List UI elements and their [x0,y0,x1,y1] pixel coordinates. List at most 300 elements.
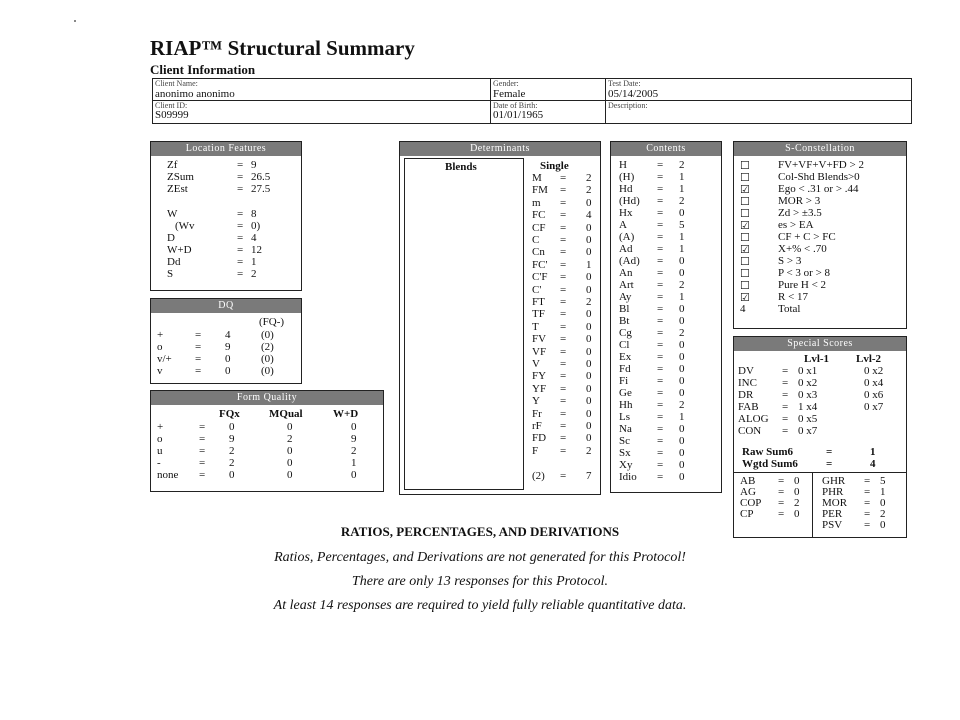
det-r13-c2: 0 [586,333,592,346]
det-r10-c2: 2 [586,296,592,308]
location-r7-c1: = [237,256,244,268]
sc-r12-c1: Total [778,303,801,315]
sc-r12-c0: 4 [740,303,746,315]
client-id-label: Client ID: [155,101,188,110]
ssr-r2-c0: MOR [822,497,848,509]
con-r10-c2: 2 [679,279,685,291]
det-r10-c0: FT [532,296,545,308]
con-r18-c2: 0 [679,375,685,387]
location-r5-c0: D [167,232,175,244]
dq-r2-c0: v/+ [157,353,172,365]
con-r13-c1: = [657,315,664,327]
dq-box [150,298,302,384]
ssr-r4-c1: = [864,519,871,531]
det-r22-c2: 2 [586,444,592,457]
det-r15-c1: = [560,358,567,370]
fq-col-wd: W+D [333,408,359,420]
det-r3-c1: = [560,209,567,222]
client-info-grid [152,78,912,124]
con-r0-c0: H [619,159,627,171]
sc-r0-c0: ☐ [740,160,750,172]
det-r4-c1: = [560,221,567,234]
fq-r1-c3: 2 [287,433,293,445]
ssr-r0-c0: GHR [822,475,846,487]
raw-sum6-eq: = [826,446,833,458]
con-r11-c0: Ay [619,291,632,303]
con-r5-c1: = [657,219,664,231]
sc-r7-c1: X+% < .70 [778,243,827,255]
special-scores-box [733,336,907,538]
sc-r5-c1: es > EA [778,219,814,231]
location-r6-c1: = [237,244,244,256]
fq-r3-c1: = [199,457,206,469]
con-r6-c0: (A) [619,231,635,243]
location-features-header: Location Features [151,142,301,156]
location-r7-c2: 1 [251,256,257,268]
section-subtitle: Client Information [150,62,256,77]
location-r8-c2: 2 [251,268,257,280]
location-r4-c1: = [237,220,244,232]
con-r13-c0: Bt [619,315,630,327]
sc-r9-c0: ☐ [740,268,750,280]
fq-r3-c4: 1 [351,457,357,469]
con-r19-c0: Ge [619,387,632,399]
con-r19-c2: 0 [679,387,685,399]
con-r9-c1: = [657,267,664,279]
con-r4-c1: = [657,207,664,219]
location-r6-c2: 12 [251,244,262,256]
s-constellation-header: S-Constellation [734,142,906,156]
ss-r3-c0: FAB [738,401,759,413]
con-r22-c2: 0 [679,423,685,435]
det-r19-c1: = [560,407,567,420]
con-r20-c1: = [657,399,664,411]
det-r17-c2: 0 [586,382,592,395]
dq-r2-c2: 0 [225,353,231,365]
dq-r3-c0: v [157,365,163,377]
ssl-r0-c0: AB [740,475,756,487]
con-r26-c0: Idio [619,471,637,483]
con-r20-c2: 2 [679,399,685,411]
det-r6-c0: Cn [532,246,545,259]
form-quality-box [150,390,384,492]
con-r18-c0: Fi [619,375,629,387]
ssr-r3-c2: 2 [880,508,886,520]
con-r24-c0: Sx [619,447,631,459]
ss-r3-c2: 1 x4 [798,401,818,413]
det-r16-c0: FY [532,370,547,383]
ss-r4-c2: 0 x5 [798,413,818,425]
ssr-r2-c2: 0 [880,497,886,509]
det-r4-c0: CF [532,221,546,234]
det-r24-c0: (2) [532,469,545,482]
ss-r0-c0: DV [738,365,754,377]
dq-r0-c3: (0) [261,329,274,341]
description-label: Description: [608,101,648,110]
dq-r1-c3: (2) [261,341,274,353]
gender-dob-cell [491,79,606,123]
footer-line-3: At least 14 responses are required to yield fully reliable quantitative data. [273,598,687,613]
con-r3-c2: 2 [679,195,685,207]
con-r1-c1: = [657,171,664,183]
det-r12-c0: T [532,320,539,333]
ss-r0-c3: 0 x2 [864,365,884,377]
page-title: RIAP™ Structural Summary [150,36,415,60]
sc-r6-c1: CF + C > FC [778,231,836,243]
ssr-r0-c1: = [864,475,871,487]
sc-r10-c1: Pure H < 2 [778,279,827,291]
sc-r1-c0: ☐ [740,172,750,184]
det-r9-c1: = [560,283,567,296]
location-r0-c0: Zf [167,159,178,171]
ss-r5-c0: CON [738,425,762,437]
con-r12-c1: = [657,303,664,315]
dq-r0-c0: + [157,329,164,341]
determinants-header: Determinants [400,142,600,156]
det-r15-c0: V [532,358,540,370]
con-r4-c2: 0 [679,207,685,219]
location-r4-c0: (Wv [175,220,195,232]
ssr-r2-c1: = [864,497,871,509]
con-r4-c0: Hx [619,207,633,219]
con-r15-c1: = [657,339,664,351]
det-r6-c2: 0 [586,246,592,259]
ssl-r2-c1: = [778,497,785,509]
con-r0-c2: 2 [679,159,685,171]
det-r17-c0: YF [532,382,547,395]
det-r24-c1: = [560,469,567,482]
det-r19-c0: Fr [532,407,542,420]
ratios-heading: RATIOS, PERCENTAGES, AND DERIVATIONS [340,524,620,539]
dq-r0-c1: = [195,329,202,341]
fq-r2-c0: u [157,445,163,457]
det-r8-c1: = [560,271,567,284]
ss-r4-c0: ALOG [738,413,769,425]
con-r22-c0: Na [619,423,632,435]
det-r2-c1: = [560,196,567,209]
ss-r5-c1: = [782,425,789,437]
det-r21-c2: 0 [586,432,592,445]
fq-col-fqx: FQx [219,408,240,420]
con-r9-c0: An [619,267,633,279]
det-r12-c2: 0 [586,320,592,333]
ssr-r4-c0: PSV [822,519,843,531]
location-r8-c1: = [237,268,244,280]
con-r12-c2: 0 [679,303,685,315]
ss-r5-c2: 0 x7 [798,425,818,437]
ssr-r0-c2: 5 [880,475,886,487]
det-r1-c2: 2 [586,184,592,197]
sc-r11-c1: R < 17 [778,291,809,303]
dq-r3-c2: 0 [225,365,231,377]
ssr-r3-c1: = [864,508,871,520]
location-r0-c2: 9 [251,159,257,171]
fq-r4-c1: = [199,469,206,481]
ssl-r3-c0: CP [740,508,754,520]
ssr-r4-c2: 0 [880,519,886,531]
det-r5-c0: C [532,234,540,246]
con-r20-c0: Hh [619,399,633,411]
sc-r8-c0: ☐ [740,256,750,268]
blends-column [404,158,524,490]
con-r14-c1: = [657,327,664,339]
sc-r8-c1: S > 3 [778,255,802,267]
blends-header: Blends [445,161,477,173]
fq-r0-c2: 0 [229,421,235,433]
ssr-r3-c0: PER [822,508,843,520]
gender-label: Gender: [493,79,519,88]
det-r9-c0: C' [532,283,542,296]
client-name-id-cell [153,79,491,123]
ss-r2-c1: = [782,389,789,401]
con-r7-c0: Ad [619,243,633,255]
con-r6-c2: 1 [679,231,685,243]
det-r11-c1: = [560,308,567,321]
raw-sum6-label: Raw Sum6 [742,446,794,458]
ss-r1-c2: 0 x2 [798,377,818,389]
con-r8-c2: 0 [679,255,685,267]
location-r2-c1: = [237,183,244,195]
fq-r0-c3: 0 [287,421,293,433]
location-r5-c2: 4 [251,232,257,244]
dq-r3-c1: = [195,365,202,377]
det-r5-c2: 0 [586,234,592,246]
det-r3-c2: 4 [586,209,592,222]
con-r22-c1: = [657,423,664,435]
ssl-r2-c0: COP [740,497,762,509]
sc-r7-c0: ☑ [740,244,750,256]
sc-r5-c0: ☑ [740,220,750,232]
det-r16-c2: 0 [586,370,592,383]
con-r5-c0: A [619,219,627,231]
det-r7-c0: FC' [532,258,548,271]
contents-box [610,141,722,493]
con-r21-c0: Ls [619,411,630,423]
footer-line-1: Ratios, Percentages, and Derivations are not generated for this Protocol! [274,550,686,565]
lvl1-header: Lvl-1 [804,353,830,365]
ssl-r3-c2: 0 [794,508,800,520]
det-r0-c0: M [532,172,542,184]
location-r3-c2: 8 [251,208,257,220]
determinants-box [399,141,601,495]
fq-r0-c4: 0 [351,421,357,433]
dq-col-header: (FQ-) [259,316,285,328]
con-r8-c1: = [657,255,664,267]
con-r10-c0: Art [619,279,634,291]
client-name-label: Client Name: [155,79,198,88]
con-r7-c2: 1 [679,243,685,255]
con-r11-c1: = [657,291,664,303]
form-quality-header: Form Quality [151,391,383,405]
con-r25-c2: 0 [679,459,685,471]
con-r3-c1: = [657,195,664,207]
con-r2-c1: = [657,183,664,195]
ssl-r2-c2: 2 [794,497,800,509]
ss-r1-c3: 0 x4 [864,377,884,389]
location-r4-c2: 0) [251,220,261,232]
dq-r1-c1: = [195,341,202,353]
single-header: Single [540,160,569,172]
det-r20-c0: rF [532,420,542,432]
ss-r1-c0: INC [738,377,757,389]
dob-label: Date of Birth: [493,101,538,110]
det-r0-c2: 2 [586,172,592,184]
dq-r1-c2: 9 [225,341,231,353]
location-r2-c0: ZEst [167,183,188,195]
det-r1-c1: = [560,184,567,197]
location-r3-c1: = [237,208,244,220]
con-r14-c0: Cg [619,327,632,339]
fq-r3-c3: 0 [287,457,293,469]
location-r1-c0: ZSum [167,171,194,183]
con-r16-c2: 0 [679,351,685,363]
fq-r4-c4: 0 [351,469,357,481]
location-r1-c1: = [237,171,244,183]
con-r21-c2: 1 [679,411,685,423]
con-r1-c0: (H) [619,171,635,183]
sc-r6-c0: ☐ [740,232,750,244]
fq-r1-c0: o [157,433,163,445]
fq-r4-c3: 0 [287,469,293,481]
location-r8-c0: S [167,268,174,280]
con-r23-c1: = [657,435,664,447]
location-r3-c0: W [167,208,178,220]
dq-r3-c3: (0) [261,365,274,377]
ss-r2-c0: DR [738,389,754,401]
sc-r3-c1: MOR > 3 [778,195,821,207]
det-r14-c2: 0 [586,345,592,358]
con-r25-c1: = [657,459,664,471]
sc-r11-c0: ☑ [740,292,750,304]
fq-r1-c1: = [199,433,206,445]
sc-r10-c0: ☐ [740,280,750,292]
con-r19-c1: = [657,387,664,399]
con-r8-c0: (Ad) [619,255,640,267]
det-r7-c2: 1 [586,258,592,271]
sc-r0-c1: FV+VF+V+FD > 2 [778,159,864,171]
det-r21-c0: FD [532,432,547,445]
ss-r0-c1: = [782,365,789,377]
sc-r2-c0: ☑ [740,184,750,196]
con-r16-c0: Ex [619,351,632,363]
wgtd-sum6-label: Wgtd Sum6 [742,458,798,470]
fq-r4-c0: none [157,469,179,481]
fq-r4-c2: 0 [229,469,235,481]
con-r24-c1: = [657,447,664,459]
location-r2-c2: 27.5 [251,183,271,195]
fq-r1-c4: 9 [351,433,357,445]
det-r4-c2: 0 [586,221,592,234]
dob-value: 01/01/1965 [493,109,544,121]
det-r19-c2: 0 [586,407,592,420]
con-r10-c1: = [657,279,664,291]
det-r15-c2: 0 [586,358,592,370]
con-r16-c1: = [657,351,664,363]
con-r6-c1: = [657,231,664,243]
con-r18-c1: = [657,375,664,387]
ss-r3-c3: 0 x7 [864,401,884,413]
fq-r3-c0: - [157,457,161,469]
fq-r0-c0: + [157,421,164,433]
det-r0-c1: = [560,172,567,184]
location-r1-c2: 26.5 [251,171,271,183]
dq-r1-c0: o [157,341,163,353]
con-r15-c2: 0 [679,339,685,351]
location-features-box [150,141,302,291]
fq-r0-c1: = [199,421,206,433]
con-r23-c0: Sc [619,435,630,447]
con-r3-c0: (Hd) [619,195,640,207]
gender-value: Female [493,88,526,100]
det-r20-c2: 0 [586,420,592,432]
con-r14-c2: 2 [679,327,685,339]
sc-r9-c1: P < 3 or > 8 [778,267,831,279]
ss-r2-c2: 0 x3 [798,389,818,401]
con-r5-c2: 5 [679,219,685,231]
ss-r3-c1: = [782,401,789,413]
footer-line-2: There are only 13 responses for this Protocol. [351,574,609,589]
fq-r1-c2: 9 [229,433,235,445]
con-r23-c2: 0 [679,435,685,447]
det-r18-c1: = [560,395,567,408]
det-r11-c0: TF [532,308,545,321]
con-r12-c0: Bl [619,303,630,315]
con-r2-c0: Hd [619,183,633,195]
det-r22-c0: F [532,444,539,457]
dq-r2-c3: (0) [261,353,274,365]
det-r24-c2: 7 [586,469,592,482]
ss-r1-c1: = [782,377,789,389]
det-r18-c0: Y [532,395,540,408]
sc-r1-c1: Col-Shd Blends>0 [778,171,860,183]
con-r17-c1: = [657,363,664,375]
wgtd-sum6-eq: = [826,458,833,470]
ssr-r1-c1: = [864,486,871,498]
sc-r3-c0: ☐ [740,196,750,208]
det-r13-c0: FV [532,333,547,346]
wgtd-sum6-value: 4 [870,458,876,470]
con-r17-c0: Fd [619,363,631,375]
sc-r4-c1: Zd > ±3.5 [778,207,822,219]
fq-col-mqual: MQual [269,408,303,420]
det-r22-c1: = [560,444,567,457]
con-r15-c0: Cl [619,339,630,351]
con-r25-c0: Xy [619,459,633,471]
con-r7-c1: = [657,243,664,255]
ss-r0-c2: 0 x1 [798,365,818,377]
location-r6-c0: W+D [167,244,192,256]
client-name-value: anonimo anonimo [155,88,235,100]
con-r2-c2: 1 [679,183,685,195]
ssl-r1-c0: AG [740,486,756,498]
fq-r2-c3: 0 [287,445,293,457]
dq-r2-c1: = [195,353,202,365]
det-r21-c1: = [560,432,567,445]
det-r16-c1: = [560,370,567,383]
lvl2-header: Lvl-2 [856,353,882,365]
det-r17-c1: = [560,382,567,395]
con-r13-c2: 0 [679,315,685,327]
ssr-r1-c0: PHR [822,486,844,498]
det-r8-c0: C'F [532,271,548,284]
det-r20-c1: = [560,420,567,432]
special-scores-header: Special Scores [734,337,906,351]
ssl-r3-c1: = [778,508,785,520]
det-r2-c2: 0 [586,196,592,209]
location-r7-c0: Dd [167,256,181,268]
det-r7-c1: = [560,258,567,271]
con-r0-c1: = [657,159,664,171]
